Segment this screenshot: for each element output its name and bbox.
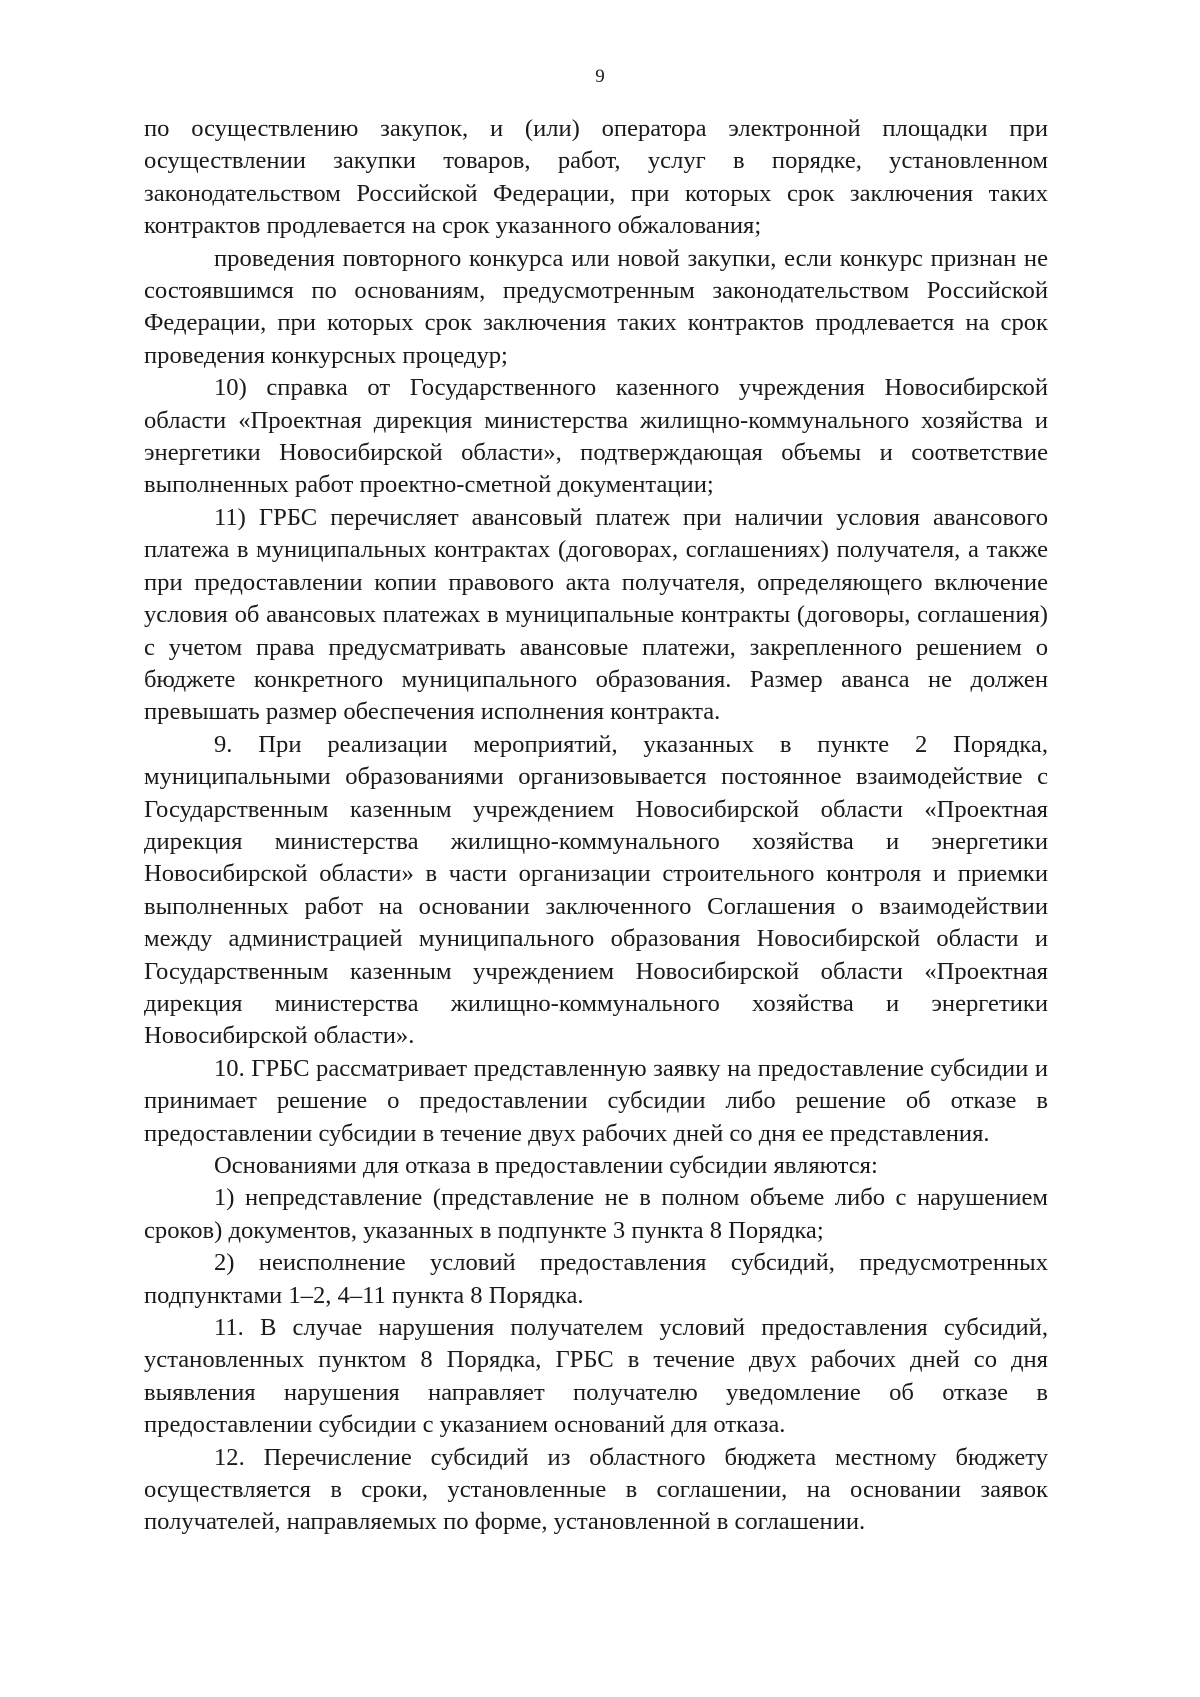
paragraph-item-11: 11) ГРБС перечисляет авансовый платеж при наличии условия авансового платежа в муниципальных контрактах (договорах, соглашениях) получателя, а также при предоставлении копии правового акта получателя, определяющего включение условия об авансовых платежах в муниципальные контракты (договоры, соглашения) с учетом права предусматривать авансовые платежи, закрепленного решением о бюджете конкретного муниципального образования. Размер аванса не должен превышать размер обеспечения исполнения контракта. <box>144 503 1048 726</box>
paragraph-refusal-ground-2: 2) неисполнение условий предоставления субсидий, предусмотренных подпунктами 1–2, 4–11 пункта 8 Порядка. <box>144 1249 1048 1309</box>
paragraph-clause-10: 10. ГРБС рассматривает представленную заявку на предоставление субсидии и принимает решение о предоставлении субсидии либо решение об отказе в предоставлении субсидии в течение двух рабочих дней со дня ее представления. <box>144 1054 1048 1147</box>
paragraph-clause-9: 9. При реализации мероприятий, указанных в пункте 2 Порядка, муниципальными образованиями организовывается постоянное взаимодействие с Государственным казенным учреждением Новосибирской области «Проектная дирекция министерства жилищно-коммунального хозяйства и энергетики Новосибирской области» в части организации строительного контроля и приемки выполненных работ на основании заключенного Соглашения о взаимодействии между администрацией муниципального образования Новосибирской области и Государственным казенным учреждением Новосибирской области «Проектная дирекция министерства жилищно-коммунального хозяйства и энергетики Новосибирской области». <box>144 730 1048 1050</box>
document-body <box>144 113 1048 1539</box>
paragraph-continuation: по осуществлению закупок, и (или) оператора электронной площадки при осуществлении закупки товаров, работ, услуг в порядке, установленном законодательством Российской Федерации, при которых срок заключения таких контрактов продлевается на срок указанного обжалования; <box>144 115 1048 240</box>
page-number: 9 <box>595 66 605 87</box>
paragraph-refusal-ground-1: 1) непредставление (представление не в полном объеме либо с нарушением сроков) документов, указанных в подпункте 3 пункта 8 Порядка; <box>144 1184 1048 1244</box>
paragraph-repeat-tender: проведения повторного конкурса или новой закупки, если конкурс признан не состоявшимся по основаниям, предусмотренным законодательством Российской Федерации, при которых срок заключения таких контрактов продлевается на срок проведения конкурсных процедур; <box>144 244 1048 369</box>
paragraph-refusal-grounds: Основаниями для отказа в предоставлении субсидии являются: <box>214 1152 878 1179</box>
paragraph-clause-11: 11. В случае нарушения получателем условий предоставления субсидий, установленных пунктом 8 Порядка, ГРБС в течение двух рабочих дней со дня выявления нарушения направляет получателю уведомление об отказе в предоставлении субсидии с указанием оснований для отказа. <box>144 1314 1048 1439</box>
paragraph-item-10: 10) справка от Государственного казенного учреждения Новосибирской области «Проектная дирекция министерства жилищно-коммунального хозяйства и энергетики Новосибирской области», подтверждающая объемы и соответствие выполненных работ проектно-сметной документации; <box>144 374 1048 499</box>
paragraph-clause-12: 12. Перечисление субсидий из областного бюджета местному бюджету осуществляется в сроки, установленные в соглашении, на основании заявок получателей, направляемых по форме, установленной в соглашении. <box>144 1443 1048 1536</box>
